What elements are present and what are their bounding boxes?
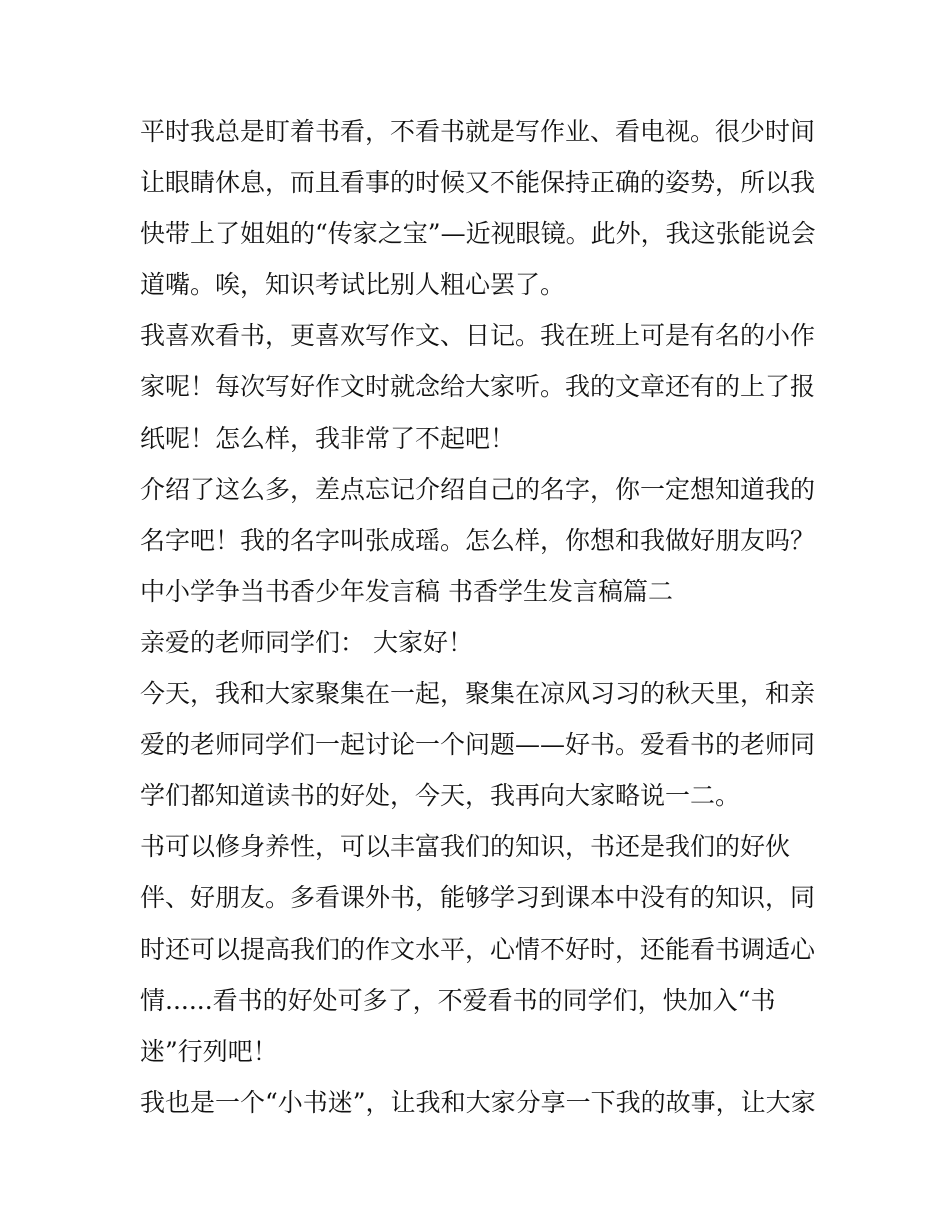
text-line: 道嘴。唉，知识考试比别人粗心罢了。	[140, 270, 566, 300]
text-line: 书可以修身养性，可以丰富我们的知识，书还是我们的好伙	[140, 832, 791, 862]
text-line: 伴、好朋友。多看课外书，能够学习到课本中没有的知识，同	[140, 883, 816, 913]
text-line: 我也是一个“小书迷”，让我和大家分享一下我的故事，让大家	[140, 1087, 816, 1117]
text-line: 情......看书的好处可多了，不爱看书的同学们，快加入“书	[140, 985, 776, 1015]
text-line: 学们都知道读书的好处，今天，我再向大家略说一二。	[140, 781, 741, 811]
text-line: 我喜欢看书，更喜欢写作文、日记。我在班上可是有名的小作	[140, 321, 816, 351]
text-line: 迷”行列吧！	[140, 1036, 278, 1066]
text-line: 纸呢！怎么样，我非常了不起吧！	[140, 423, 516, 453]
text-line: 让眼睛休息，而且看事的时候又不能保持正确的姿势，所以我	[140, 168, 816, 198]
text-line: 今天，我和大家聚集在一起，聚集在凉风习习的秋天里，和亲	[140, 679, 816, 709]
text-line: 快带上了姐姐的“传家之宝”—近视眼镜。此外，我这张能说会	[140, 219, 816, 249]
text-line: 家呢！每次写好作文时就念给大家听。我的文章还有的上了报	[140, 372, 816, 402]
salutation: 亲爱的老师同学们： 大家好！	[140, 627, 473, 657]
section-heading: 中小学争当书香少年发言稿 书香学生发言稿篇二	[140, 576, 673, 606]
text-line: 名字吧！我的名字叫张成瑶。怎么样，你想和我做好朋友吗？	[140, 525, 816, 555]
text-line: 介绍了这么多，差点忘记介绍自己的名字，你一定想知道我的	[140, 474, 816, 504]
document-body	[140, 106, 820, 1128]
text-line: 平时我总是盯着书看，不看书就是写作业、看电视。很少时间	[140, 117, 816, 146]
text-line: 时还可以提高我们的作文水平，心情不好时，还能看书调适心	[140, 934, 816, 964]
text-line: 爱的老师同学们一起讨论一个问题——好书。爱看书的老师同	[140, 730, 816, 760]
